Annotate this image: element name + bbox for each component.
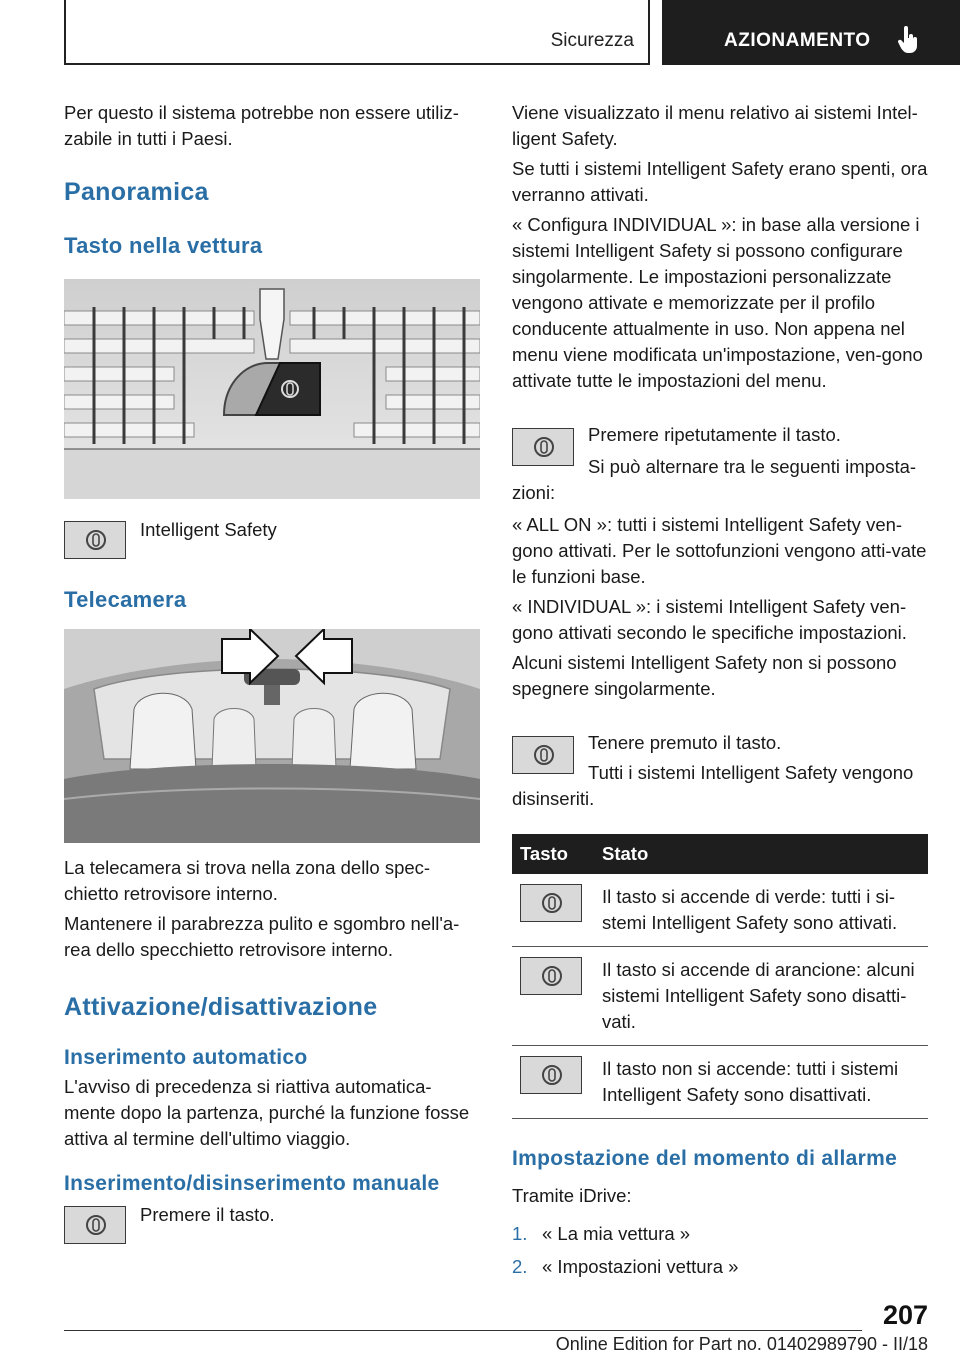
premere-label: Premere il tasto. xyxy=(140,1204,275,1225)
premere-ripet-row xyxy=(512,418,928,477)
chapter-title: AZIONAMENTO xyxy=(724,30,871,51)
alcuni-text: Alcuni sistemi Intelligent Safety non si possono spegnere singolarmente. xyxy=(512,652,897,699)
list-item xyxy=(512,1221,928,1254)
safety-button-image xyxy=(520,884,582,922)
figure-button-in-car xyxy=(64,279,480,499)
header-rule-left xyxy=(64,0,66,64)
table-row xyxy=(512,874,928,947)
inserimento-automatico-text: L'avviso di precedenza si riattiva automatica-mente dopo la partenza, purché la funzione fosse attiva al termine dell'ultimo viaggio. xyxy=(64,1076,470,1149)
heading-inserimento-manuale: Inserimento/disinserimento manuale xyxy=(64,1172,440,1195)
steps-list xyxy=(512,1221,928,1287)
table-cell-tasto xyxy=(512,947,594,1046)
safety-button-image xyxy=(64,521,126,559)
table-cell-tasto xyxy=(512,874,594,947)
telecamera-text-1: La telecamera si trova nella zona dello spec-chietto retrovisore interno. xyxy=(64,857,431,904)
safety-button-icon xyxy=(85,529,107,551)
safety-button-icon xyxy=(85,1214,107,1236)
page-number: 207 xyxy=(882,1300,928,1330)
safety-button-icon xyxy=(533,744,555,766)
safety-button-image xyxy=(512,428,574,466)
tutti-text: Tutti i sistemi Intelligent Safety vengono xyxy=(588,762,914,783)
table-header-row xyxy=(512,834,928,874)
intelligent-safety-label: Intelligent Safety xyxy=(140,519,277,540)
step-text: « Impostazioni vettura » xyxy=(542,1256,739,1277)
step-number: 2. xyxy=(512,1256,528,1277)
page-header xyxy=(0,0,960,66)
safety-button-image xyxy=(64,1206,126,1244)
safety-button-image xyxy=(512,736,574,774)
individual-text: « INDIVIDUAL »: i sistemi Intelligent Safety ven-gono attivati secondo le specifiche impostazioni. xyxy=(512,596,907,643)
safety-button-icon xyxy=(541,965,563,987)
table-cell-stato: Il tasto si accende di arancione: alcuni sistemi Intelligent Safety sono disatti-vati. xyxy=(594,947,928,1046)
intelligent-safety-row xyxy=(64,521,480,563)
tenere-row xyxy=(512,726,928,783)
step-number: 1. xyxy=(512,1223,528,1244)
footer-rule xyxy=(64,1330,862,1331)
telecamera-text-2: Mantenere il parabrezza pulito e sgombro nell'a-rea dello specchietto retrovisore interno. xyxy=(64,913,460,960)
heading-attivazione: Attivazione/disattivazione xyxy=(64,993,378,1021)
tenere-label: Tenere premuto il tasto. xyxy=(588,732,782,753)
alternare-text-cont: zioni: xyxy=(512,482,556,503)
safety-button-icon xyxy=(541,892,563,914)
edition-text: Online Edition for Part no. 01402989790 - II/18 xyxy=(555,1334,928,1354)
table-row xyxy=(512,947,928,1046)
heading-impostazione: Impostazione del momento di allarme xyxy=(512,1147,898,1170)
table-cell-tasto xyxy=(512,1046,594,1119)
status-table xyxy=(512,834,928,1119)
heading-tasto-vettura: Tasto nella vettura xyxy=(64,233,263,258)
heading-inserimento-automatico: Inserimento automatico xyxy=(64,1046,308,1069)
heading-telecamera: Telecamera xyxy=(64,587,187,612)
hand-pointer-icon xyxy=(897,26,919,54)
configura-text: « Configura INDIVIDUAL »: in base alla versione i sistemi Intelligent Safety si possono configurare singolarmente. Le impostazioni personalizzate vengono attivate e memorizzate per il profilo conducente attualmente in uso. Non appena nel menu viene modificata un'impostazione, ven-gono attivate tutte le impostazioni del menu. xyxy=(512,214,923,391)
table-cell-stato: Il tasto si accende di verde: tutti i si-stemi Intelligent Safety sono attivati. xyxy=(594,874,928,947)
left-column xyxy=(64,100,480,1250)
table-header-stato: Stato xyxy=(594,834,928,874)
chapter-tab xyxy=(662,0,960,65)
table-header-tasto: Tasto xyxy=(512,834,594,874)
spenti-text: Se tutti i sistemi Intelligent Safety erano spenti, ora verranno attivati. xyxy=(512,158,928,205)
tramite-text: Tramite iDrive: xyxy=(512,1185,632,1206)
safety-button-icon xyxy=(541,1064,563,1086)
table-cell-stato: Il tasto non si accende: tutti i sistemi Intelligent Safety sono disattivati. xyxy=(594,1046,928,1119)
step-text: « La mia vettura » xyxy=(542,1223,691,1244)
section-title: Sicurezza xyxy=(550,30,634,51)
premere-row xyxy=(64,1206,480,1250)
header-rule-right xyxy=(648,0,650,64)
tutti-text-cont: disinseriti. xyxy=(512,788,595,809)
safety-button-image xyxy=(520,1056,582,1094)
table-row xyxy=(512,1046,928,1119)
intro-text: Per questo il sistema potrebbe non essere utiliz-zabile in tutti i Paesi. xyxy=(64,102,459,149)
alternare-text: Si può alternare tra le seguenti imposta- xyxy=(588,456,917,477)
safety-button-image xyxy=(520,957,582,995)
menu-text: Viene visualizzato il menu relativo ai sistemi Intel-ligent Safety. xyxy=(512,102,918,149)
all-on-text: « ALL ON »: tutti i sistemi Intelligent Safety ven-gono attivati. Per le sottofunzioni vengono atti-vate le funzioni base. xyxy=(512,514,927,587)
right-column xyxy=(512,100,928,1287)
figure-camera-in-car xyxy=(64,629,480,843)
heading-panoramica: Panoramica xyxy=(64,178,209,206)
list-item xyxy=(512,1254,928,1287)
header-rule-bottom xyxy=(64,63,650,65)
safety-button-icon xyxy=(533,436,555,458)
premere-ripet-label: Premere ripetutamente il tasto. xyxy=(588,424,841,445)
